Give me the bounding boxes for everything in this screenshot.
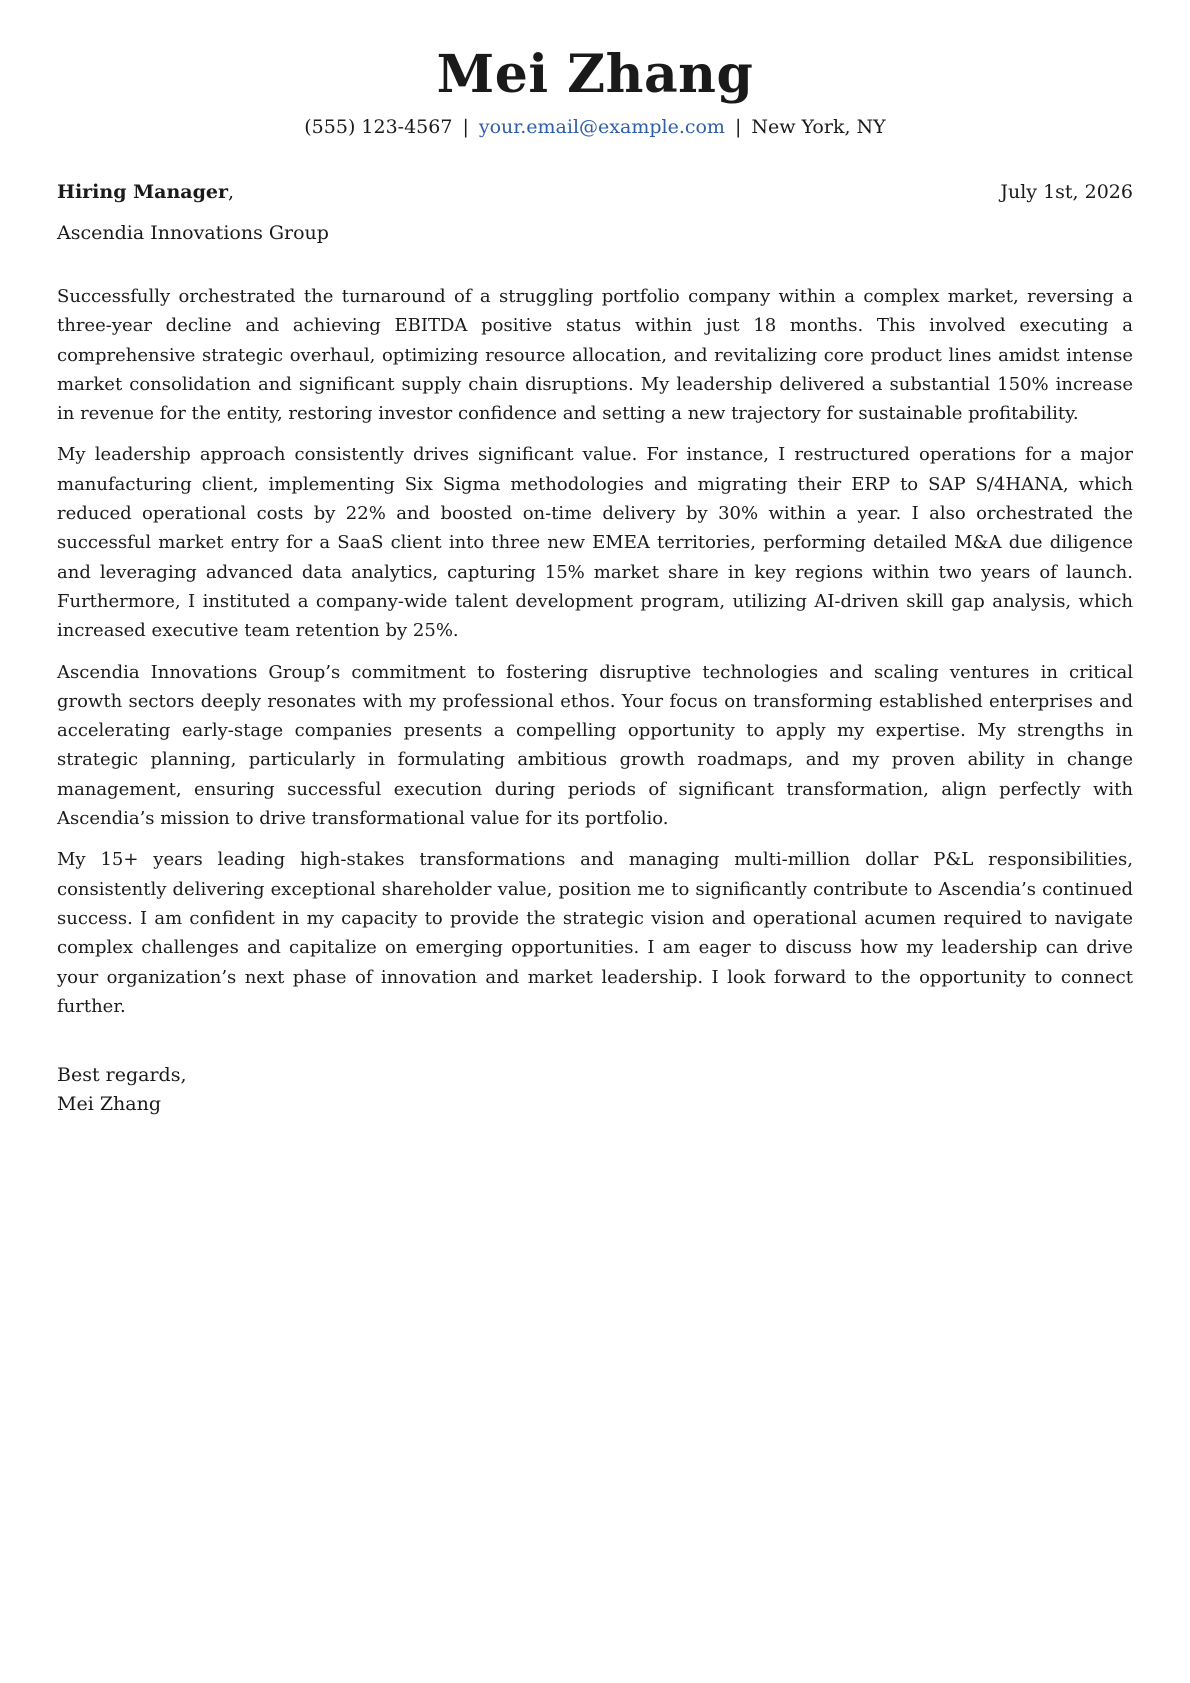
closing-salutation: Best regards, bbox=[57, 1064, 187, 1086]
letter-body bbox=[57, 282, 1133, 1033]
location: New York, NY bbox=[751, 116, 886, 138]
closing-signature: Mei Zhang bbox=[57, 1093, 161, 1115]
applicant-name: Mei Zhang bbox=[436, 44, 754, 105]
contact-separator: | bbox=[462, 116, 469, 138]
phone-number: (555) 123-4567 bbox=[304, 116, 453, 138]
email-link[interactable]: your.email@example.com bbox=[478, 116, 725, 138]
closing-block bbox=[57, 1061, 186, 1119]
recipient-title bbox=[57, 179, 234, 205]
recipient-title-text: Hiring Manager bbox=[57, 181, 228, 203]
recipient-row bbox=[57, 179, 1133, 205]
body-paragraph: Ascendia Innovations Group’s commitment to fostering disruptive technologies and scaling ventures in critical growth sectors deeply resonates with my professional ethos. Your focus on transforming established enterprises and accelerating early-stage companies presents a compelling opportunity to apply my expertise. My strengths in strategic planning, particularly in formulating ambitious growth roadmaps, and my proven ability in change management, ensuring successful execution during periods of significant transformation, align perfectly with Ascendia’s mission to drive transformational value for its portfolio. bbox=[57, 661, 1133, 830]
body-paragraph: My 15+ years leading high-stakes transformations and managing multi-million dollar P&L responsibilities, consistently delivering exceptional shareholder value, position me to significantly contribute to Ascendia’s continued success. I am confident in my capacity to provide the strategic vision and operational acumen required to navigate complex challenges and capitalize on emerging opportunities. I am eager to discuss how my leadership can drive your organization’s next phase of innovation and market leadership. I look forward to the opportunity to connect further. bbox=[57, 849, 1133, 1017]
contact-separator: | bbox=[734, 116, 742, 138]
body-paragraph: My leadership approach consistently drives significant value. For instance, I restructured operations for a major manufacturing client, implementing Six Sigma methodologies and migrating their ERP to SAP S/4HANA, which reduced operational costs by 22% and boosted on-time delivery by 30% within a year. I also orchestrated the successful market entry for a SaaS client into three new EMEA territories, performing detailed M&A due diligence and leveraging advanced data analytics, capturing 15% market share in key regions within two years of launch. Furthermore, I instituted a company-wide talent development program, utilizing AI-driven skill gap analysis, which increased executive team retention by 25%. bbox=[57, 444, 1133, 642]
letter-date: July 1st, 2026 bbox=[1000, 181, 1133, 203]
contact-line bbox=[57, 114, 1133, 140]
body-paragraph: Successfully orchestrated the turnaround of a struggling portfolio company within a complex market, reversing a three-year decline and achieving EBITDA positive status within just 18 months. This involved executing a comprehensive strategic overhaul, optimizing resource allocation, and revitalizing core product lines amidst intense market consolidation and significant supply chain disruptions. My leadership delivered a substantial 150% increase in revenue for the entity, restoring investor confidence and setting a new trajectory for sustainable profitability. bbox=[57, 286, 1133, 425]
recipient-title-comma: , bbox=[227, 181, 235, 203]
recipient-company: Ascendia Innovations Group bbox=[57, 222, 329, 244]
